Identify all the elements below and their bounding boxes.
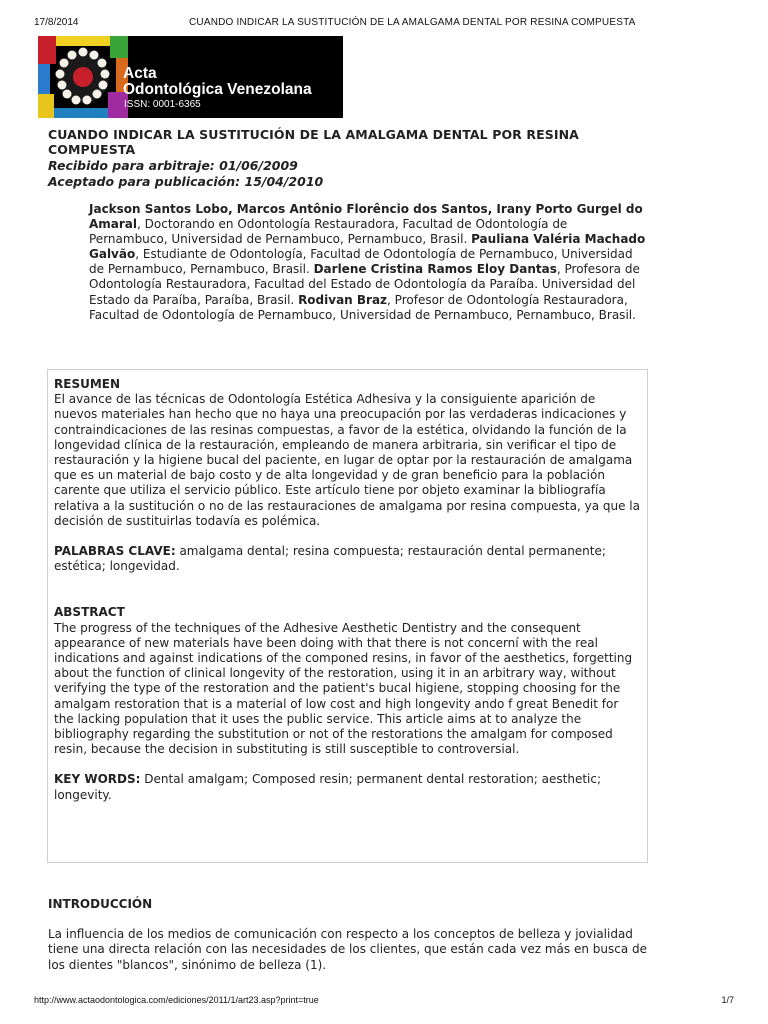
journal-logo-icon	[38, 36, 128, 118]
journal-banner	[38, 36, 343, 118]
print-header	[34, 17, 734, 31]
abstract-box	[47, 369, 648, 863]
print-footer	[34, 995, 734, 1009]
article-dates	[48, 158, 608, 190]
print-date: 17/8/2014	[34, 17, 79, 28]
abstract-heading: ABSTRACT	[54, 605, 125, 620]
author-name: Darlene Cristina Ramos Eloy Dantas	[313, 262, 557, 277]
print-page-title: CUANDO INDICAR LA SUSTITUCIÓN DE LA AMALGAMA DENTAL POR RESINA COMPUESTA	[189, 17, 636, 28]
palabras-clave-text: amalgama dental; resina compuesta; restauración dental permanente; estética; longevidad.	[54, 544, 606, 574]
author-name: Pauliana Valéria Machado Galvão	[89, 232, 646, 262]
author-affiliation: , Profesora de Odontología Restauradora, Facultad del Estado de Odontología da Paraíba. Universidad del Estado da Paraíba, Paraíba, Brasil.	[89, 262, 640, 307]
key-words	[54, 772, 641, 802]
page-number: 1/7	[721, 995, 734, 1005]
palabras-clave-label: PALABRAS CLAVE:	[54, 544, 176, 559]
introduccion-heading: INTRODUCCIÓN	[48, 897, 153, 911]
journal-name: Acta Odontológica Venezolana	[123, 65, 312, 98]
accepted-date: Aceptado para publicación: 15/04/2010	[48, 174, 324, 189]
key-words-text: Dental amalgam; Composed resin; permanent dental restoration; aesthetic; longevity.	[54, 772, 602, 802]
abstract-text: The progress of the techniques of the Adhesive Aesthetic Dentistry and the consequent appearance of new materials have been doing with that there is not concerní with the real indications and against indications of the componed resins, in favor of the aesthetics, forgetting about the function of clinical longevity of the restoration, using it in an arbitrary way, without verifying the type of the restoration and the patient's bucal higiene, stopping choosing for the amalgam restoration that is a material of low cost and high longevity ando f great Benedit for the lacking population that it uses the public service. This article aims at to analyze the bibliography regarding the substitution or not of the restorations the amalgam for composed resin, because the decision in substituting is still susceptible to controversial.	[54, 620, 633, 757]
author-name: Rodivan Braz	[298, 292, 388, 307]
authors-block	[89, 202, 649, 323]
author-affiliation: , Doctorando en Odontología Restauradora, Facultad de Odontología de Pernambuco, Universidad de Pernambuco, Pernambuco, Brasil.	[89, 217, 568, 247]
author-name: Jackson Santos Lobo, Marcos Antônio Florêncio dos Santos, Irany Porto Gurgel do Amaral	[89, 202, 643, 232]
journal-issn: ISSN: 0001-6365	[124, 99, 201, 110]
received-date: Recibido para arbitraje: 01/06/2009	[48, 158, 298, 173]
article-title: CUANDO INDICAR LA SUSTITUCIÓN DE LA AMALGAMA DENTAL POR RESINA COMPUESTA	[48, 127, 579, 157]
author-affiliation: , Estudiante de Odontología, Facultad de Odontología de Pernambuco, Universidad de Pernambuco, Pernambuco, Brasil.	[89, 247, 633, 277]
key-words-label: KEY WORDS:	[54, 772, 141, 787]
palabras-clave	[54, 544, 641, 574]
introduccion-text: La influencia de los medios de comunicación con respecto a los conceptos de belleza y jovialidad tiene una directa relación con las necesidades de los clientes, que están cada vez más en busca de los dientes "blancos", sinónimo de belleza (1).	[48, 927, 648, 972]
resumen-text: El avance de las técnicas de Odontología Estética Adhesiva y la consiguiente aparición de nuevos materiales han hecho que no haya una preocupación por las verdaderas indicaciones y contraindicaciones de las resinas compuestas, a favor de la estética, olvidando la función de la longevidad clínica de la restauración, empleando de manera arbitraria, sin verificar el tipo de restauración y la higiene bucal del paciente, en lugar de optar por la restauración de amalgama que es un material de bajo costo y de alta longevidad y de gran beneficio para la población carente que utiliza el servicio público. Este artículo tiene por objeto examinar la bibliografía relativa a la sustitución o no de las restauraciones de amalgama por resina compuesta, ya que la decisión de sustituirlas todavía es polémica.	[54, 392, 640, 528]
page-url-link[interactable]: http://www.actaodontologica.com/ediciones/2011/1/art23.asp?print=true	[34, 995, 319, 1005]
author-affiliation: , Profesor de Odontología Restauradora, Facultad de Odontología de Pernambuco, Universidad de Pernambuco, Pernambuco, Brasil.	[89, 292, 636, 322]
resumen-heading: RESUMEN	[54, 377, 121, 391]
